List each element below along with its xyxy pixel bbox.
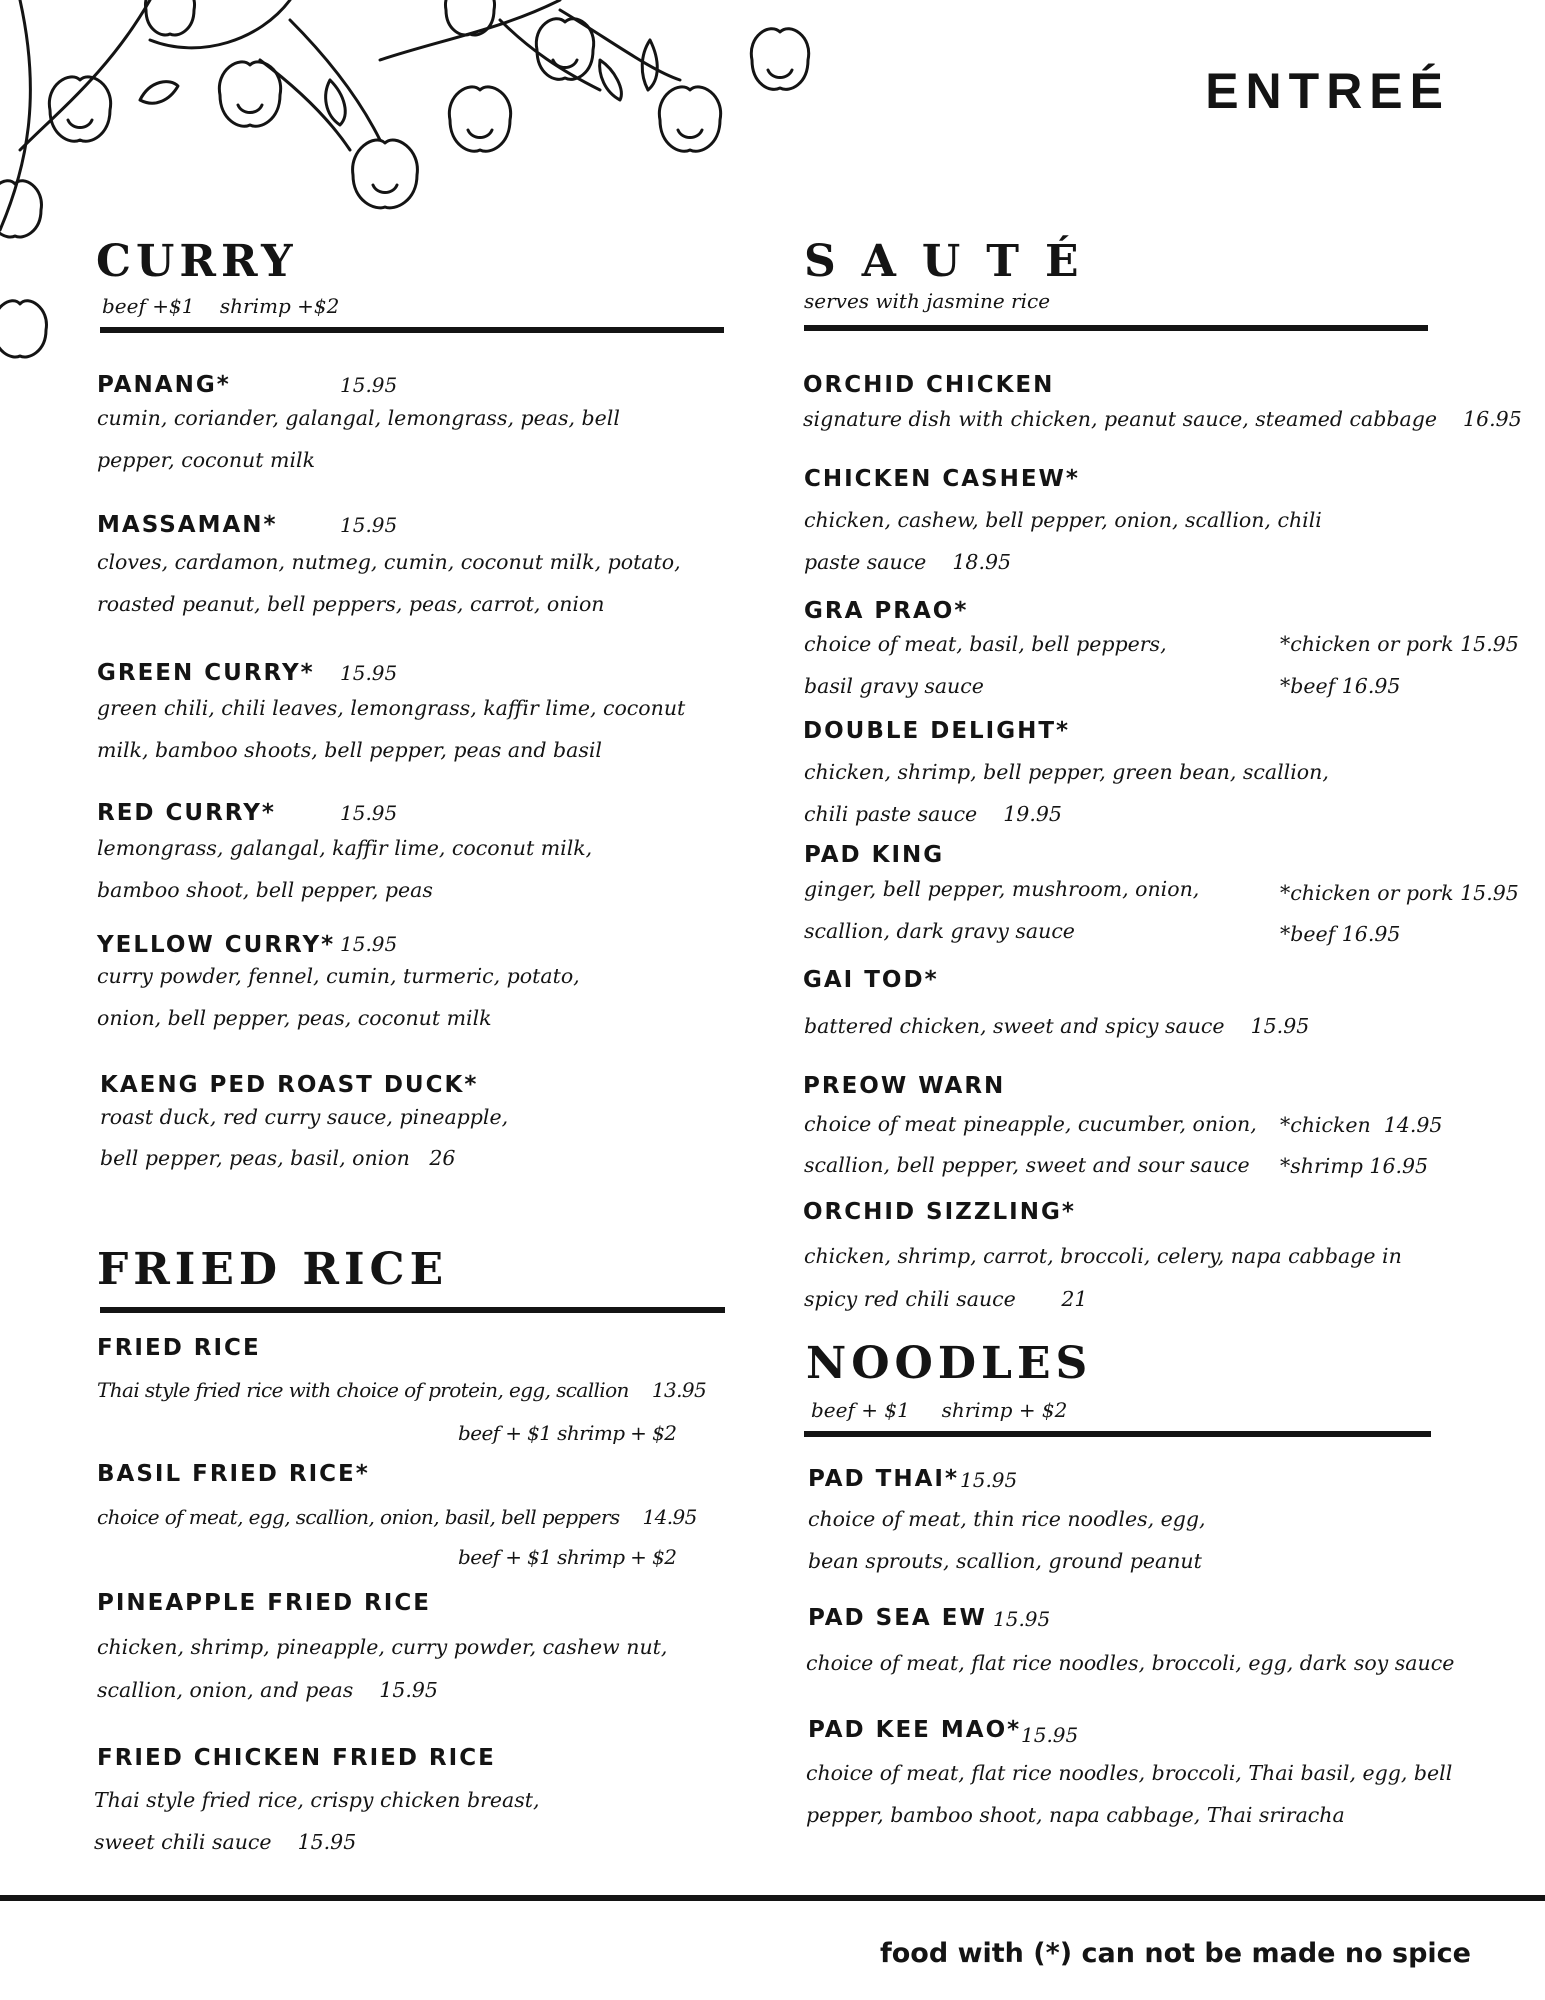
menu-item-description: bell pepper, peas, basil, onion 26 (100, 1146, 456, 1170)
menu-item-description: roast duck, red curry sauce, pineapple, (100, 1105, 509, 1129)
section-subtitle-noodles: beef + $1 shrimp + $2 (811, 1398, 1068, 1422)
menu-item-description: choice of meat, flat rice noodles, broccoli, Thai basil, egg, bell (806, 1761, 1453, 1785)
section-title-saute: SAUTÉ (804, 236, 1105, 287)
menu-item-name: PANANG* (97, 372, 231, 398)
menu-item-price: 15.95 (340, 801, 398, 825)
menu-item-name: GREEN CURRY* (97, 660, 315, 686)
menu-item-name: MASSAMAN* (97, 512, 278, 538)
menu-item-description: bean sprouts, scallion, ground peanut (808, 1549, 1202, 1573)
menu-item-description: cloves, cardamon, nutmeg, cumin, coconut milk, potato, (97, 550, 681, 574)
menu-item-price-option: *chicken or pork 15.95 (1280, 632, 1519, 656)
menu-item-price-option: *shrimp 16.95 (1280, 1154, 1429, 1178)
menu-item-description: signature dish with chicken, peanut sauce, steamed cabbage 16.95 (803, 407, 1522, 431)
menu-item-name: FRIED CHICKEN FRIED RICE (97, 1745, 496, 1771)
menu-item-name: ORCHID CHICKEN (803, 372, 1055, 398)
menu-item-description: roasted peanut, bell peppers, peas, carrot, onion (97, 592, 605, 616)
menu-item-name: PAD THAI* (808, 1466, 959, 1492)
menu-item-price: 15.95 (993, 1607, 1051, 1631)
section-rule-saute (804, 325, 1428, 331)
section-subtitle-saute: serves with jasmine rice (804, 289, 1051, 313)
menu-item-price: 15.95 (340, 661, 398, 685)
menu-item-description: chicken, cashew, bell pepper, onion, scallion, chili (804, 508, 1322, 532)
menu-item-description: scallion, dark gravy sauce (804, 919, 1075, 943)
menu-item-description: battered chicken, sweet and spicy sauce 15.95 (804, 1014, 1310, 1038)
menu-item-name: PREOW WARN (803, 1073, 1006, 1099)
menu-item-name: KAENG PED ROAST DUCK* (100, 1072, 479, 1098)
section-subtitle-curry: beef +$1 shrimp +$2 (102, 294, 340, 318)
menu-item-description: chili paste sauce 19.95 (804, 802, 1062, 826)
menu-item-name: PAD KING (804, 842, 945, 868)
menu-item-name: DOUBLE DELIGHT* (803, 718, 1071, 744)
menu-item-description: sweet chili sauce 15.95 (94, 1830, 357, 1854)
menu-item-price: 15.95 (340, 932, 398, 956)
menu-item-name: PAD SEA EW (808, 1605, 987, 1631)
section-rule-fried-rice (100, 1307, 725, 1313)
menu-item-addon: beef + $1 shrimp + $2 (458, 1545, 677, 1569)
menu-item-name: BASIL FRIED RICE* (97, 1461, 370, 1487)
footer-rule (0, 1895, 1545, 1901)
menu-item-description: choice of meat pineapple, cucumber, onion, (804, 1112, 1257, 1136)
section-title-fried-rice: FRIED RICE (97, 1244, 449, 1295)
menu-item-price-option: *chicken 14.95 (1280, 1113, 1443, 1137)
menu-item-description: pepper, bamboo shoot, napa cabbage, Thai sriracha (806, 1803, 1345, 1827)
menu-item-name: ORCHID SIZZLING* (803, 1199, 1076, 1225)
menu-item-description: milk, bamboo shoots, bell pepper, peas and basil (97, 738, 602, 762)
menu-item-name: GAI TOD* (803, 967, 939, 993)
menu-item-description: cumin, coriander, galangal, lemongrass, peas, bell (97, 406, 620, 430)
menu-item-description: chicken, shrimp, bell pepper, green bean, scallion, (804, 760, 1329, 784)
menu-item-price: 15.95 (340, 513, 398, 537)
menu-item-description: ginger, bell pepper, mushroom, onion, (804, 877, 1200, 901)
menu-item-description: bamboo shoot, bell pepper, peas (97, 878, 433, 902)
menu-item-name: RED CURRY* (97, 800, 276, 826)
spice-footnote: food with (*) can not be made no spice (880, 1938, 1471, 1969)
menu-item-name: YELLOW CURRY* (97, 932, 336, 958)
menu-item-description: chicken, shrimp, carrot, broccoli, celery, napa cabbage in (804, 1244, 1402, 1268)
menu-item-name: PINEAPPLE FRIED RICE (97, 1590, 431, 1616)
menu-item-description: basil gravy sauce (804, 674, 984, 698)
menu-item-price-option: *beef 16.95 (1280, 674, 1401, 698)
menu-item-price: 15.95 (1021, 1723, 1079, 1747)
menu-item-price-option: *chicken or pork 15.95 (1280, 881, 1519, 905)
menu-item-addon: beef + $1 shrimp + $2 (458, 1421, 677, 1445)
menu-item-description: pepper, coconut milk (97, 448, 315, 472)
menu-item-description: choice of meat, flat rice noodles, broccoli, egg, dark soy sauce (806, 1651, 1455, 1675)
menu-item-description: green chili, chili leaves, lemongrass, kaffir lime, coconut (97, 696, 686, 720)
menu-item-description: scallion, bell pepper, sweet and sour sauce (804, 1153, 1250, 1177)
menu-item-name: FRIED RICE (97, 1335, 261, 1361)
menu-item-price: 15.95 (340, 373, 398, 397)
menu-item-description: scallion, onion, and peas 15.95 (97, 1678, 438, 1702)
section-title-noodles: NOODLES (806, 1338, 1093, 1389)
section-title-curry: CURRY (96, 236, 298, 287)
menu-item-name: PAD KEE MAO* (808, 1717, 1022, 1743)
menu-item-description: choice of meat, basil, bell peppers, (804, 632, 1167, 656)
section-rule-noodles (804, 1431, 1431, 1437)
section-rule-curry (100, 327, 724, 333)
menu-item-description: onion, bell pepper, peas, coconut milk (97, 1006, 492, 1030)
menu-item-name: GRA PRAO* (804, 598, 969, 624)
menu-item-description: curry powder, fennel, cumin, turmeric, potato, (97, 964, 580, 988)
menu-item-description: spicy red chili sauce 21 (804, 1287, 1088, 1311)
menu-item-description: Thai style fried rice with choice of protein, egg, scallion 13.95 (97, 1378, 707, 1402)
menu-item-description: paste sauce 18.95 (804, 550, 1012, 574)
menu-item-name: CHICKEN CASHEW* (804, 466, 1080, 492)
menu-item-description: lemongrass, galangal, kaffir lime, coconut milk, (97, 836, 593, 860)
menu-item-description: choice of meat, thin rice noodles, egg, (808, 1507, 1206, 1531)
page-title: ENTREÉ (1205, 63, 1450, 119)
menu-item-description: choice of meat, egg, scallion, onion, basil, bell peppers 14.95 (97, 1505, 697, 1529)
menu-item-description: Thai style fried rice, crispy chicken breast, (94, 1788, 540, 1812)
menu-item-price: 15.95 (960, 1468, 1018, 1492)
menu-item-price-option: *beef 16.95 (1280, 922, 1401, 946)
menu-item-description: chicken, shrimp, pineapple, curry powder, cashew nut, (97, 1635, 668, 1659)
